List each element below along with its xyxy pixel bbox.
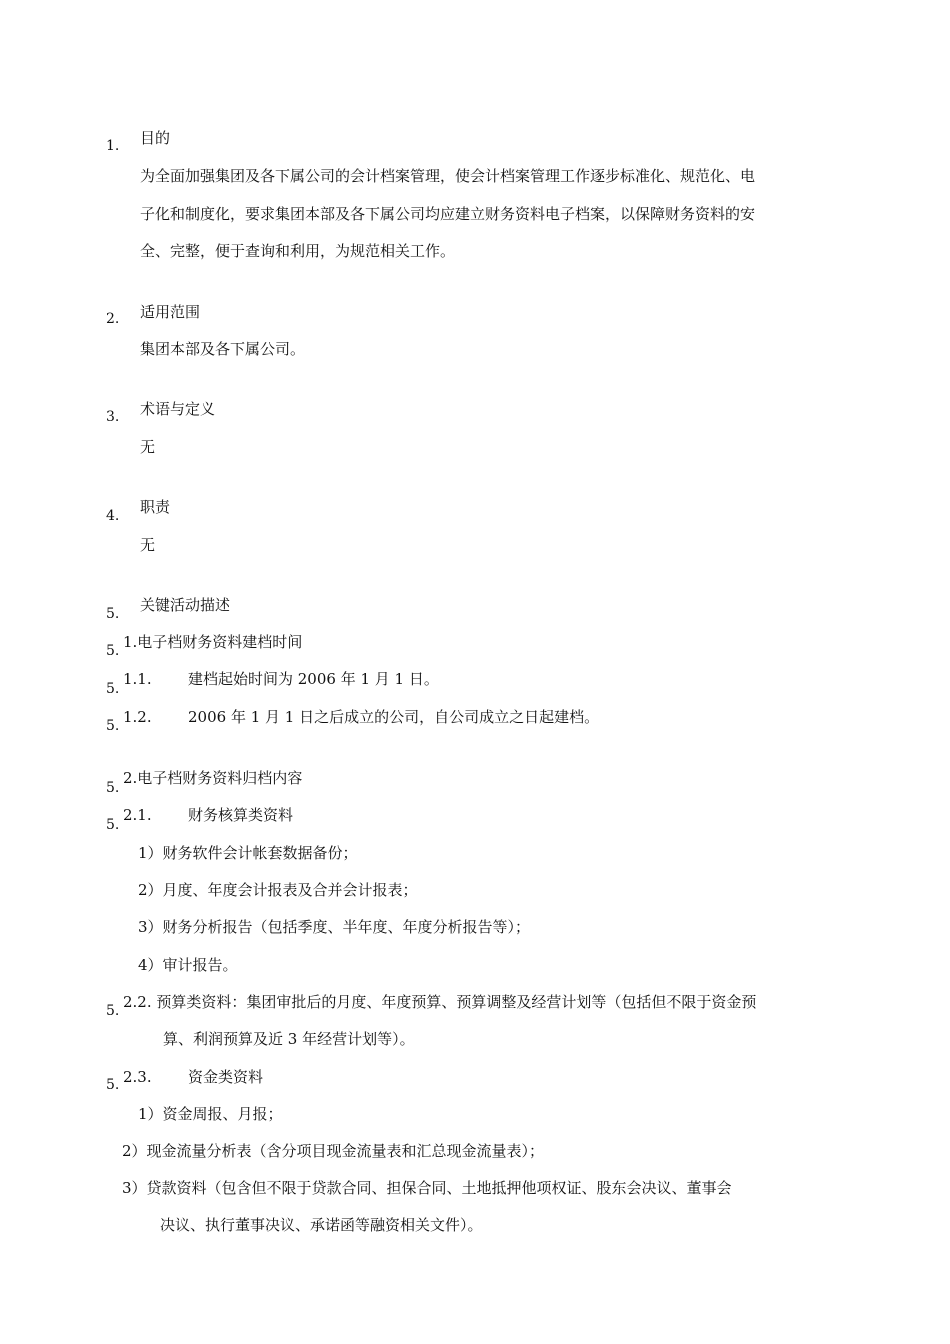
subsection-5-2-1-number: 5. — [106, 817, 120, 833]
list-item: 2）月度、年度会计报表及合并会计报表； — [138, 881, 418, 899]
subsection-5-2-2-line-1: 2.2. 预算类资料：集团审批后的月度、年度预算、预算调整及经营计划等（包括但不限于资金预 — [123, 993, 757, 1011]
subsection-5-1-number: 5. — [106, 643, 120, 659]
subsection-5-1-2-code: 1.2. — [123, 708, 152, 726]
subsection-5-1-title: 1.电子档财务资料建档时间 — [123, 633, 303, 651]
subsection-5-1-1-text: 建档起始时间为 2006 年 1 月 1 日。 — [188, 670, 439, 688]
subsection-5-1-2-text: 2006 年 1 月 1 日之后成立的公司，自公司成立之日起建档。 — [188, 708, 600, 726]
subsection-5-2-3-number: 5. — [106, 1077, 120, 1093]
subsection-5-2-2-line-2: 算、利润预算及近 3 年经营计划等）。 — [163, 1030, 415, 1048]
list-item: 4）审计报告。 — [138, 956, 238, 974]
subsection-5-2-2-number: 5. — [106, 1003, 120, 1019]
section-3-number: 3. — [106, 409, 120, 425]
section-2-number: 2. — [106, 311, 120, 327]
subsection-5-2-3-code: 2.3. — [123, 1068, 152, 1086]
list-item-continuation: 决议、执行董事决议、承诺函等融资相关文件）。 — [160, 1216, 483, 1234]
section-5-number: 5. — [106, 606, 120, 622]
subsection-5-1-1-number: 5. — [106, 681, 120, 697]
subsection-5-1-2-number: 5. — [106, 718, 120, 734]
subsection-5-2-1-title: 财务核算类资料 — [188, 806, 294, 824]
list-item: 3）财务分析报告（包括季度、半年度、年度分析报告等）； — [138, 918, 531, 936]
section-1-number: 1. — [106, 138, 120, 154]
section-2-body: 集团本部及各下属公司。 — [140, 340, 306, 358]
section-1-body-line-2: 子化和制度化，要求集团本部及各下属公司均应建立财务资料电子档案，以保障财务资料的安 — [140, 205, 756, 223]
list-item: 1）财务软件会计帐套数据备份； — [138, 844, 358, 862]
subsection-5-2-1-code: 2.1. — [123, 806, 152, 824]
subsection-5-2-title: 2.电子档财务资料归档内容 — [123, 769, 303, 787]
section-1-body-line-3: 全、完整，便于查询和利用，为规范相关工作。 — [140, 242, 456, 260]
list-item: 1）资金周报、月报； — [138, 1105, 283, 1123]
list-item: 3）贷款资料（包含但不限于贷款合同、担保合同、土地抵押他项权证、股东会决议、董事会 — [122, 1179, 732, 1197]
section-1-title: 目的 — [140, 129, 171, 147]
section-5-title: 关键活动描述 — [140, 596, 231, 614]
subsection-5-2-number: 5. — [106, 780, 120, 796]
section-4-title: 职责 — [140, 498, 171, 516]
section-4-number: 4. — [106, 508, 120, 524]
subsection-5-2-3-title: 资金类资料 — [188, 1068, 264, 1086]
section-3-body: 无 — [140, 438, 156, 456]
section-4-body: 无 — [140, 536, 156, 554]
subsection-5-1-1-code: 1.1. — [123, 670, 152, 688]
section-1-body-line-1: 为全面加强集团及各下属公司的会计档案管理，使会计档案管理工作逐步标准化、规范化、电 — [140, 167, 756, 185]
section-3-title: 术语与定义 — [140, 400, 216, 418]
list-item: 2）现金流量分析表（含分项目现金流量表和汇总现金流量表）； — [122, 1142, 545, 1160]
section-2-title: 适用范围 — [140, 303, 201, 321]
